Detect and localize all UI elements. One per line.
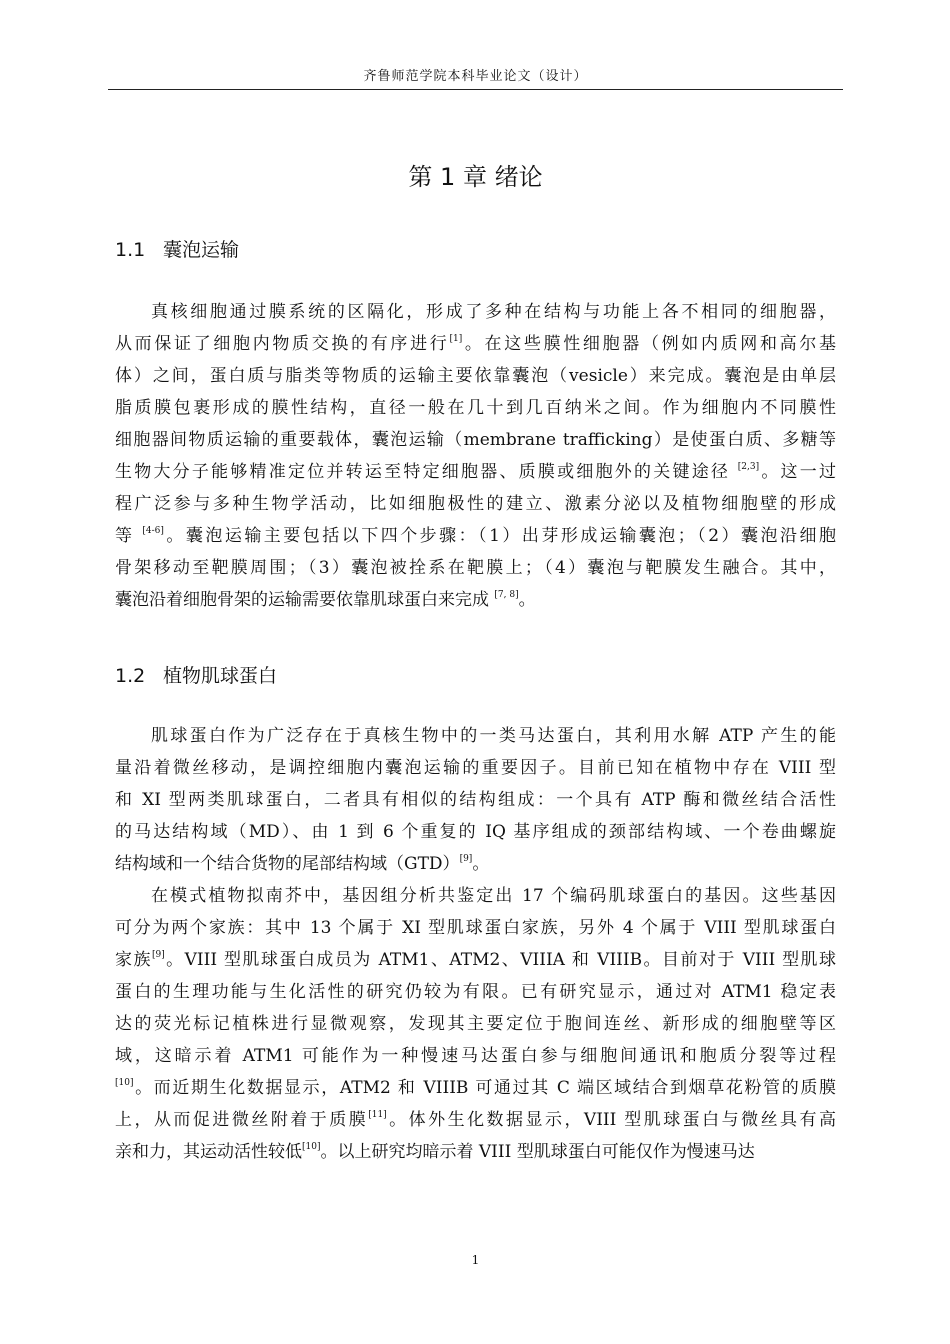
citation-ref: [4-6] <box>142 526 164 536</box>
citation-ref: [9] <box>459 854 473 864</box>
text-line <box>115 1072 836 1104</box>
paragraph <box>115 296 836 616</box>
citation-ref: [2,3] <box>737 462 760 472</box>
text-line <box>115 1008 836 1040</box>
text-line <box>115 1104 836 1136</box>
text-segment: 蛋白的生理功能与生化活性的研究仍较为有限。已有研究显示，通过对 ATM1 稳定表 <box>115 982 836 1002</box>
text-segment: 。而近期生化数据显示，ATM2 和 VIIIB 可通过其 C 端区域结合到烟草花粉管的质膜 <box>133 1078 836 1098</box>
text-line <box>115 520 836 552</box>
text-line <box>115 360 836 392</box>
section-heading-1-2 <box>115 662 835 690</box>
text-line <box>115 784 836 816</box>
text-segment: 。 <box>518 590 536 610</box>
text-line <box>115 848 836 880</box>
citation-ref: [1] <box>449 334 463 344</box>
text-segment: 可分为两个家族：其中 13 个属于 XI 型肌球蛋白家族，另外 4 个属于 VIII 型肌球蛋白 <box>115 918 836 938</box>
text-line <box>115 944 836 976</box>
header-rule <box>108 89 843 90</box>
citation-ref: [10] <box>115 1078 134 1088</box>
text-segment: 亲和力，其运动活性较低 <box>115 1142 302 1162</box>
text-segment: 。体外生化数据显示，VIII 型肌球蛋白与微丝具有高 <box>386 1110 836 1130</box>
text-segment: 从而保证了细胞内物质交换的有序进行 <box>115 334 450 354</box>
text-line <box>115 912 836 944</box>
text-line <box>115 1040 836 1072</box>
text-segment: 域，这暗示着 ATM1 可能作为一种慢速马达蛋白参与细胞间通讯和胞质分裂等过程 <box>115 1046 836 1066</box>
section-heading-1-1 <box>115 236 835 264</box>
section-title: 植物肌球蛋白 <box>163 665 278 687</box>
text-segment: 肌球蛋白作为广泛存在于真核生物中的一类马达蛋白，其利用水解 ATP 产生的能 <box>151 726 836 746</box>
running-header: 齐鲁师范学院本科毕业论文（设计） <box>363 69 588 84</box>
text-line <box>115 424 836 456</box>
citation-ref: [7, 8] <box>494 590 519 600</box>
paragraph <box>115 720 836 880</box>
section-number: 1.1 <box>115 239 146 261</box>
text-segment: 体）之间，蛋白质与脂类等物质的运输主要依靠囊泡（vesicle）来完成。囊泡是由单层 <box>115 366 836 386</box>
text-line <box>115 752 836 784</box>
section-number: 1.2 <box>115 665 146 687</box>
text-line <box>115 880 836 912</box>
text-segment: 。VIII 型肌球蛋白成员为 ATM1、ATM2、VIIIA 和 VIIIB。目前对于 VIII 型肌球 <box>164 950 836 970</box>
text-segment: 细胞器间物质运输的重要载体，囊泡运输（membrane trafficking）是使蛋白质、多糖等 <box>115 430 836 450</box>
text-line <box>115 296 836 328</box>
text-segment: 量沿着微丝移动，是调控细胞内囊泡运输的重要因子。目前已知在植物中存在 VIII 型 <box>115 758 836 778</box>
text-segment: 程广泛参与多种生物学活动，比如细胞极性的建立、激素分泌以及植物细胞壁的形成 <box>115 494 836 514</box>
text-line <box>115 488 836 520</box>
text-segment: 真核细胞通过膜系统的区隔化，形成了多种在结构与功能上各不相同的细胞器， <box>151 302 836 322</box>
text-segment: 等 <box>115 526 143 546</box>
text-segment: 脂质膜包裹形成的膜性结构，直径一般在几十到几百纳米之间。作为细胞内不同膜性 <box>115 398 836 418</box>
citation-ref: [10] <box>302 1142 321 1152</box>
text-segment: 的马达结构域（MD）、由 1 到 6 个重复的 IQ 基序组成的颈部结构域、一个卷曲螺旋 <box>115 822 836 842</box>
chapter-title: 第 1 章 绪论 <box>408 163 543 191</box>
text-segment: 生物大分子能够精准定位并转运至特定细胞器、质膜或细胞外的关键途径 <box>115 462 738 482</box>
text-line <box>115 1136 836 1168</box>
section-1-2-body <box>115 720 836 1168</box>
text-segment: 。在这些膜性细胞器（例如内质网和高尔基 <box>462 334 836 354</box>
text-segment: 骨架移动至靶膜周围；（3）囊泡被拴系在靶膜上；（4）囊泡与靶膜发生融合。其中， <box>115 558 836 578</box>
text-segment: 达的荧光标记植株进行显微观察，发现其主要定位于胞间连丝、新形成的细胞壁等区 <box>115 1014 836 1034</box>
text-line <box>115 456 836 488</box>
text-line <box>115 584 836 616</box>
text-segment: 。囊泡运输主要包括以下四个步骤：（1）出芽形成运输囊泡；（2）囊泡沿细胞 <box>163 526 836 546</box>
text-segment: 在模式植物拟南芥中，基因组分析共鉴定出 17 个编码肌球蛋白的基因。这些基因 <box>151 886 836 906</box>
text-segment: 结构域和一个结合货物的尾部结构域（GTD） <box>115 854 460 874</box>
text-line <box>115 392 836 424</box>
paragraph <box>115 880 836 1168</box>
text-line <box>115 720 836 752</box>
citation-ref: [9] <box>151 950 165 960</box>
text-segment: 家族 <box>115 950 152 970</box>
text-segment: 囊泡沿着细胞骨架的运输需要依靠肌球蛋白来完成 <box>115 590 495 610</box>
text-line <box>115 976 836 1008</box>
text-segment: 。 <box>472 854 490 874</box>
text-line <box>115 552 836 584</box>
section-title: 囊泡运输 <box>163 239 240 261</box>
text-line <box>115 328 836 360</box>
page-number: 1 <box>471 1253 480 1267</box>
text-segment: 。以上研究均暗示着 VIII 型肌球蛋白可能仅作为慢速马达 <box>320 1142 755 1162</box>
citation-ref: [11] <box>368 1110 387 1120</box>
text-line <box>115 816 836 848</box>
text-segment: 上，从而促进微丝附着于质膜 <box>115 1110 369 1130</box>
text-segment: 。这一过 <box>759 462 836 482</box>
section-1-1-body <box>115 296 836 616</box>
text-segment: 和 XI 型两类肌球蛋白，二者具有相似的结构组成：一个具有 ATP 酶和微丝结合活性 <box>115 790 836 810</box>
